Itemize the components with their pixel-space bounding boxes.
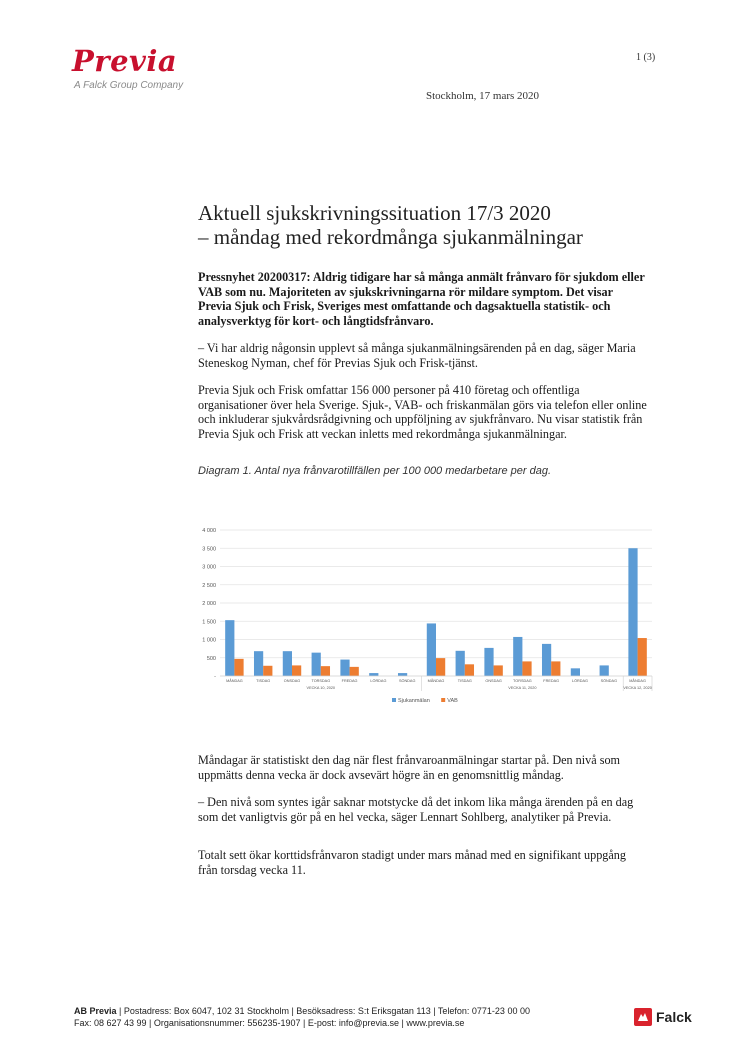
chart-caption: Diagram 1. Antal nya frånvarotillfällen per 100 000 medarbetare per dag. (198, 465, 552, 477)
y-tick-label: 1 000 (202, 637, 216, 644)
bar-vab (321, 666, 330, 676)
service-paragraph: Previa Sjuk och Frisk omfattar 156 000 personer på 410 företag och offentliga organisationer över hela Sverige. Sjuk-, VAB- och friskanmälan görs via telefon eller online och inkluderar sjukvårdsrådgivning och uppföljning av sjukfrånvaro. Nu visar statistik från Previa Sjuk och Frisk att veckan inletts med rekordmånga sjukanmälningar. (198, 383, 647, 441)
lead-paragraph: Pressnyhet 20200317: Aldrig tidigare har så många anmält frånvaro för sjukdom eller VAB som nu. Majoriteten av sjukskrivningarna rör mildare symptom. Det visar Previa Sjuk och Frisk, Sveriges mest omfattande och dagsaktuella statistik- och analysverktyg för kort- och långtidsfrånvaro. (198, 270, 645, 328)
group-label: VECKA 12, 2020 (623, 686, 652, 690)
x-tick-label: TISDAG (457, 679, 472, 683)
group-label: VECKA 11, 2020 (508, 686, 537, 690)
bar-sjukanmälan (628, 548, 637, 676)
title-line-2: – måndag med rekordmånga sjukanmälningar (198, 225, 583, 249)
x-tick-label: MÅNDAG (427, 679, 445, 683)
y-tick-label: 1 500 (202, 619, 216, 626)
x-tick-label: FREDAG (543, 679, 560, 683)
footer-contact (74, 1005, 594, 1029)
bar-sjukanmälan (398, 673, 407, 676)
bar-vab (350, 667, 359, 676)
y-tick-label: 4 000 (202, 528, 216, 534)
legend-label-vab: VAB (447, 698, 458, 704)
bar-vab (263, 666, 272, 676)
x-tick-label: TISDAG (256, 679, 271, 683)
x-tick-label: SÖNDAG (600, 679, 618, 683)
bar-sjukanmälan (340, 660, 349, 676)
x-tick-label: TORSDAG (311, 679, 331, 683)
y-tick-label: - (214, 674, 216, 680)
bar-vab (465, 664, 474, 676)
bar-sjukanmälan (484, 648, 493, 676)
footer-company: AB Previa (74, 1006, 117, 1016)
page-number: 1 (3) (636, 52, 656, 63)
quote-paragraph-2: – Den nivå som syntes igår saknar motstycke då det inkom lika många ärenden på en dag som det vanligtvis gör på en hel vecka, säger Lennart Sohlberg, analytiker på Previa. (198, 795, 634, 824)
bar-vab (638, 638, 647, 676)
bar-vab (494, 665, 503, 676)
bar-sjukanmälan (427, 623, 436, 676)
page-title (198, 201, 678, 249)
bar-sjukanmälan (456, 651, 465, 676)
bar-vab (522, 661, 531, 676)
x-tick-label: MÅNDAG (226, 679, 243, 683)
bar-vab (436, 658, 445, 676)
falck-label: Falck (656, 1009, 692, 1025)
bar-sjukanmälan (542, 644, 551, 676)
bar-sjukanmälan (369, 673, 378, 676)
falck-emblem-icon (634, 1008, 652, 1026)
bar-vab (551, 661, 560, 676)
y-tick-label: 2 500 (202, 582, 216, 589)
legend-label-sjukanmälan: Sjukanmälan (398, 698, 430, 704)
y-tick-label: 3 500 (202, 546, 216, 553)
y-tick-label: 500 (206, 655, 216, 662)
y-tick-label: 2 000 (202, 601, 216, 607)
trend-paragraph: Totalt sett ökar korttidsfrånvaron stadigt under mars månad med en signifikant uppgång från torsdag vecka 11. (198, 848, 626, 877)
footer-line-1: | Postadress: Box 6047, 102 31 Stockholm | Besöksadress: S:t Eriksgatan 113 | Telefon: 0771-23 00 00 (116, 1006, 530, 1016)
legend-swatch-vab (441, 698, 445, 702)
bar-sjukanmälan (513, 637, 522, 676)
falck-logo (634, 1008, 692, 1026)
logo-tagline: A Falck Group Company (74, 80, 184, 91)
bar-sjukanmälan (571, 668, 580, 676)
bar-sjukanmälan (254, 651, 263, 676)
bar-sjukanmälan (600, 665, 609, 676)
quote-paragraph-1: – Vi har aldrig någonsin upplevt så många sjukanmälningsärenden på en dag, säger Maria Steneskog Nyman, chef för Previas Sjuk och Frisk-tjänst. (198, 341, 636, 370)
x-tick-label: TORSDAG (513, 679, 532, 683)
dateline: Stockholm, 17 mars 2020 (426, 90, 540, 102)
footer-line-2: Fax: 08 627 43 99 | Organisationsnummer: 556235-1907 | E-post: info@previa.se | www.previa.se (74, 1018, 465, 1028)
x-tick-label: ONSDAG (485, 679, 502, 683)
group-label: VECKA 10, 2020 (306, 686, 336, 690)
bar-vab (292, 665, 301, 676)
y-tick-label: 3 000 (202, 564, 216, 571)
x-tick-label: ONSDAG (283, 679, 301, 683)
absence-bar-chart (190, 520, 660, 710)
bar-vab (234, 659, 243, 676)
previa-logo: Previa (72, 44, 178, 78)
x-tick-label: LÖRDAG (571, 679, 589, 683)
x-tick-label: FREDAG (341, 679, 358, 683)
x-tick-label: MÅNDAG (629, 679, 646, 683)
x-tick-label: LÖRDAG (370, 679, 387, 683)
legend-swatch-sjukanmälan (392, 698, 396, 702)
monday-paragraph: Måndagar är statistiskt den dag när flest frånvaroanmälningar startar på. Den nivå som uppmätts denna vecka är dock avsevärt högre än en genomsnittlig måndag. (198, 753, 621, 782)
bar-sjukanmälan (283, 651, 292, 676)
x-tick-label: SÖNDAG (398, 679, 416, 683)
bar-sjukanmälan (312, 653, 321, 676)
title-line-1: Aktuell sjukskrivningssituation 17/3 2020 (198, 201, 551, 225)
bar-sjukanmälan (225, 620, 234, 676)
